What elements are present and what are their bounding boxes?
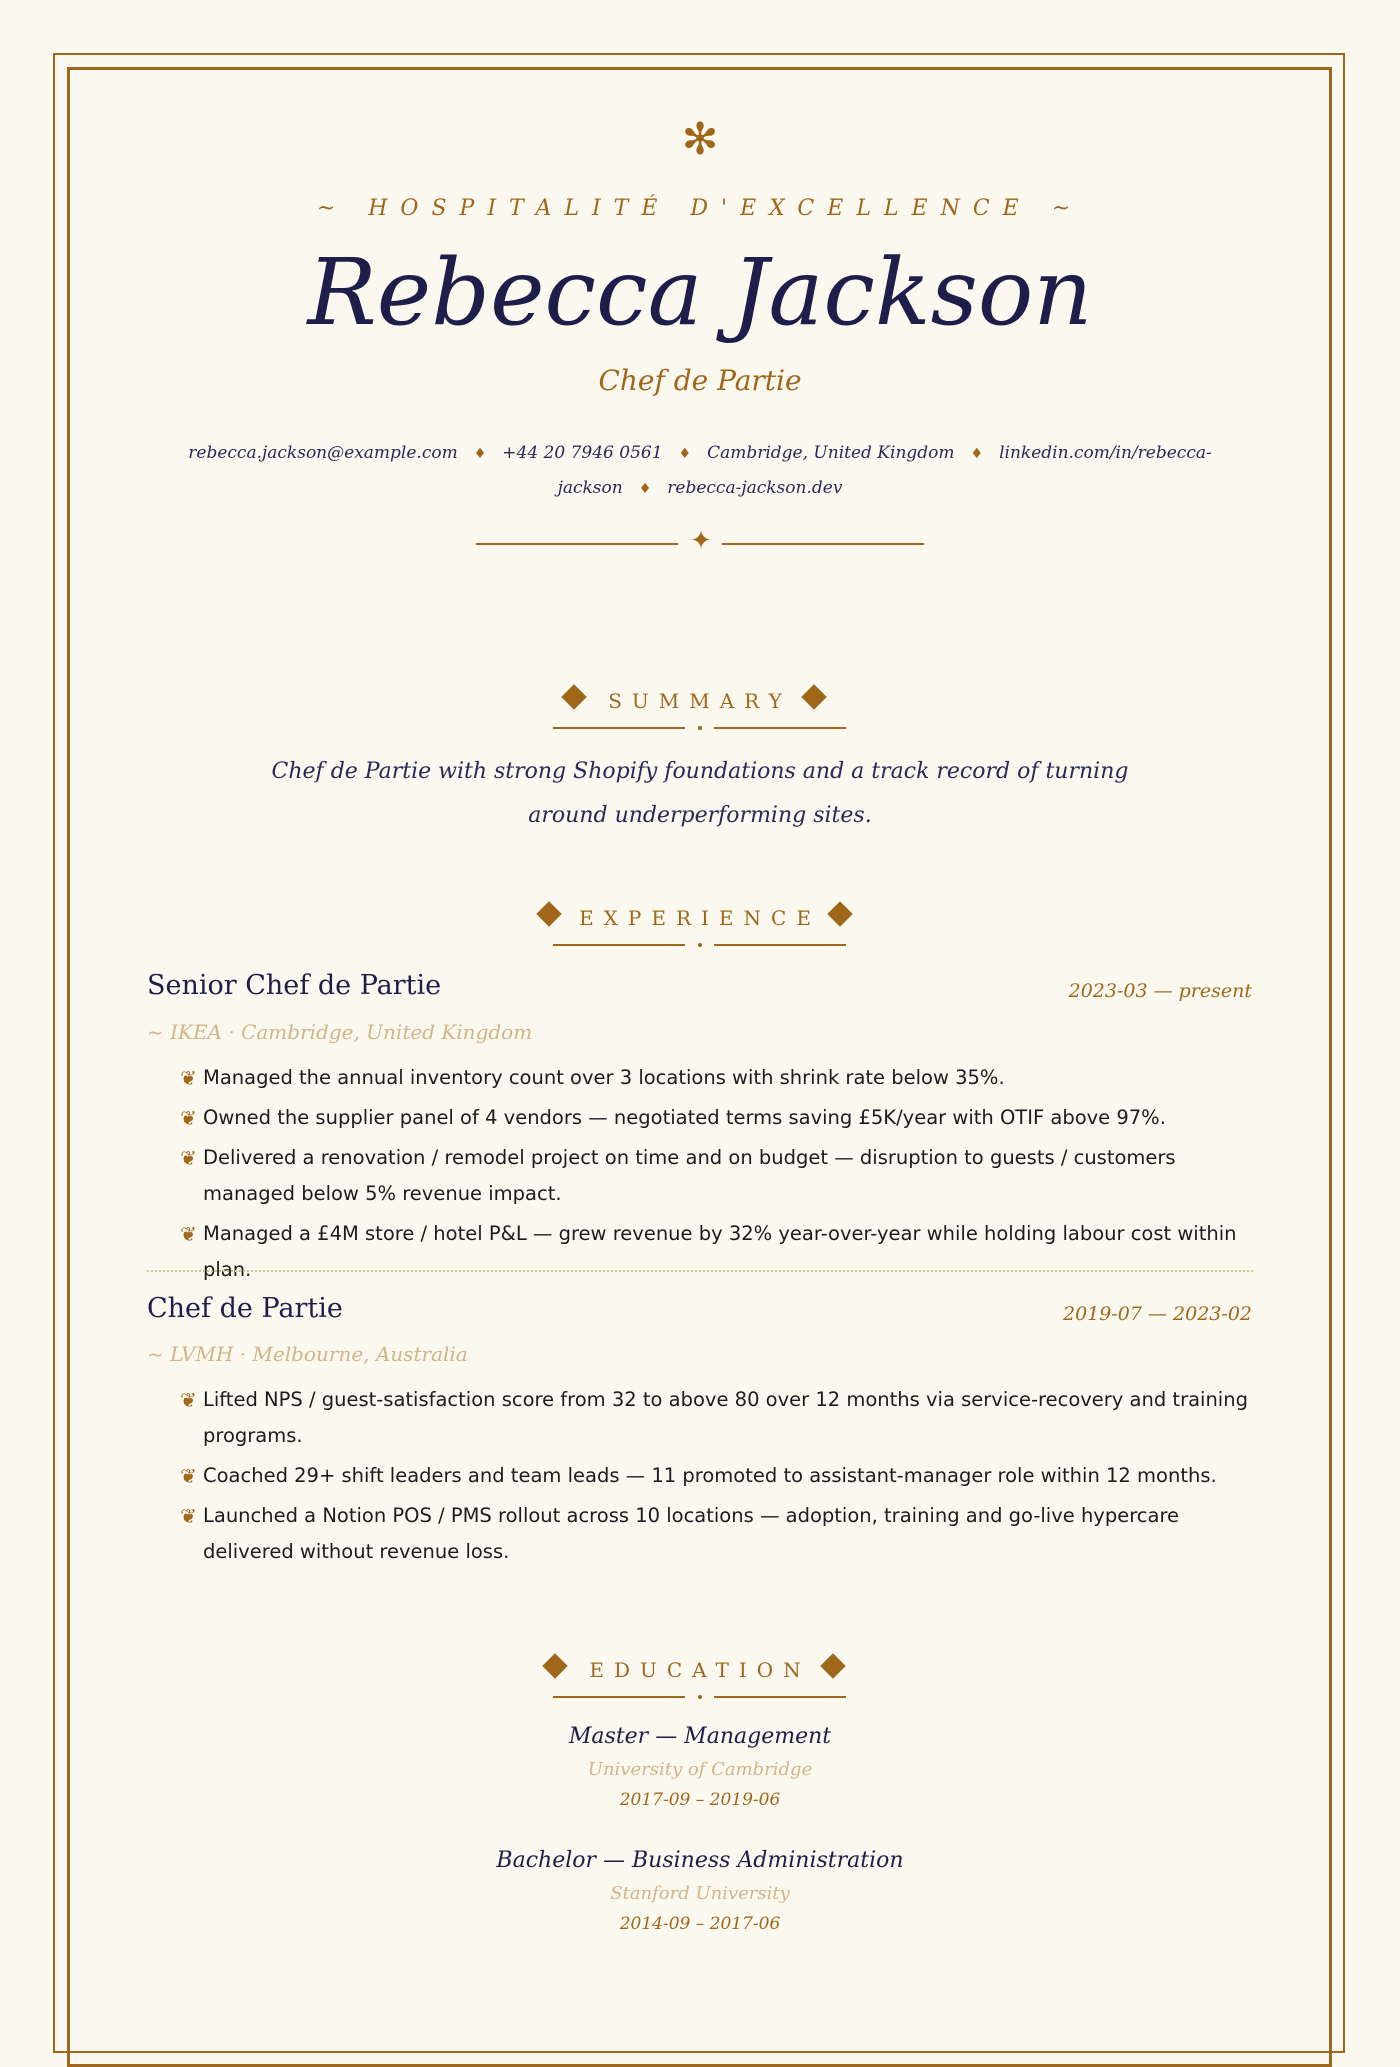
job-title: Senior Chef de Partie: [147, 970, 442, 1001]
divider-line-right: [722, 543, 924, 545]
flower-icon: ✻: [681, 114, 719, 165]
section-underline: [553, 727, 685, 729]
job-bullets: [180, 1060, 1260, 1292]
job-divider: [147, 1270, 1253, 1272]
education-item: [0, 1724, 1400, 1810]
section-header-experience: [0, 901, 1400, 951]
education-item: [0, 1848, 1400, 1934]
section-dot: [698, 726, 702, 730]
section-header-summary: [0, 684, 1400, 734]
section-underline: [714, 1696, 846, 1698]
diamond-separator-icon: ♦: [678, 446, 692, 462]
contact-phone[interactable]: +44 20 7946 0561: [502, 443, 663, 463]
section-underline: [714, 727, 846, 729]
contact-website[interactable]: rebecca-jackson.dev: [667, 478, 843, 498]
section-underline: [553, 944, 685, 946]
degree: Master — Management: [568, 1724, 832, 1749]
header-divider: [0, 524, 1400, 558]
candidate-name: Rebecca Jackson: [307, 239, 1093, 346]
contact-linkedin[interactable]: linkedin.com/in/rebecca-jackson: [557, 443, 1212, 498]
contact-location: Cambridge, United Kingdom: [707, 443, 955, 463]
school: University of Cambridge: [587, 1759, 813, 1780]
floral-bullet-icon: ❦: [180, 1504, 197, 1528]
education-dates: 2014-09 – 2017-06: [619, 1914, 781, 1934]
section-underline: [553, 1696, 685, 1698]
job-company: ~ IKEA · Cambridge, United Kingdom: [147, 1020, 533, 1044]
sparkle-icon: ✦: [690, 526, 712, 556]
floral-bullet-icon: ❦: [180, 1106, 197, 1130]
job-bullets: [180, 1382, 1260, 1574]
job-title: Chef de Partie: [147, 1293, 343, 1324]
floral-bullet-icon: ❦: [180, 1146, 197, 1170]
list-item: ❦ Owned the supplier panel of 4 vendors — negotiated terms saving £5K/year with OTIF above 97%.: [180, 1100, 1260, 1136]
job-dates: 2019-07 — 2023-02: [1063, 1303, 1252, 1325]
section-title-summary: SUMMARY: [608, 689, 792, 713]
degree: Bachelor — Business Administration: [496, 1848, 904, 1873]
floral-bullet-icon: ❦: [180, 1388, 197, 1412]
list-item: ❦ Coached 29+ shift leaders and team leads — 11 promoted to assistant-manager role within 12 months.: [180, 1458, 1260, 1494]
section-dot: [698, 943, 702, 947]
floral-bullet-icon: ❦: [180, 1464, 197, 1488]
diamond-separator-icon: ♦: [970, 446, 984, 462]
diamond-separator-icon: ♦: [638, 481, 652, 497]
list-item: ❦ Delivered a renovation / remodel project on time and on budget — disruption to guests / customers managed below 5% revenue impact.: [180, 1140, 1260, 1212]
contact-email[interactable]: rebecca.jackson@example.com: [188, 443, 458, 463]
summary-text: Chef de Partie with strong Shopify foundations and a track record of turning around underperforming sites.: [271, 759, 1129, 828]
candidate-role: Chef de Partie: [598, 364, 802, 397]
floral-bullet-icon: ❦: [180, 1222, 197, 1246]
list-item: ❦ Launched a Notion POS / PMS rollout across 10 locations — adoption, training and go-live hypercare delivered without revenue loss.: [180, 1498, 1260, 1570]
school: Stanford University: [610, 1883, 790, 1904]
section-header-education: [0, 1653, 1400, 1703]
section-title-experience: EXPERIENCE: [579, 906, 821, 930]
list-item: ❦ Managed a £4M store / hotel P&L — grew revenue by 32% year-over-year while holding labour cost within plan.: [180, 1216, 1260, 1288]
list-item: ❦ Lifted NPS / guest-satisfaction score from 32 to above 80 over 12 months via service-recovery and training programs.: [180, 1382, 1260, 1454]
section-title-education: EDUCATION: [589, 1658, 811, 1682]
contact-line: [165, 436, 1235, 506]
diamond-separator-icon: ♦: [473, 446, 487, 462]
tagline: ~ HOSPITALITÉ D'EXCELLENCE ~: [316, 196, 1084, 221]
job-company: ~ LVMH · Melbourne, Australia: [147, 1342, 468, 1366]
education-dates: 2017-09 – 2019-06: [619, 1790, 781, 1810]
floral-bullet-icon: ❦: [180, 1066, 197, 1090]
list-item: ❦ Managed the annual inventory count over 3 locations with shrink rate below 35%.: [180, 1060, 1260, 1096]
divider-line-left: [476, 543, 678, 545]
section-dot: [698, 1695, 702, 1699]
section-underline: [714, 944, 846, 946]
job-dates: 2023-03 — present: [1068, 980, 1252, 1002]
